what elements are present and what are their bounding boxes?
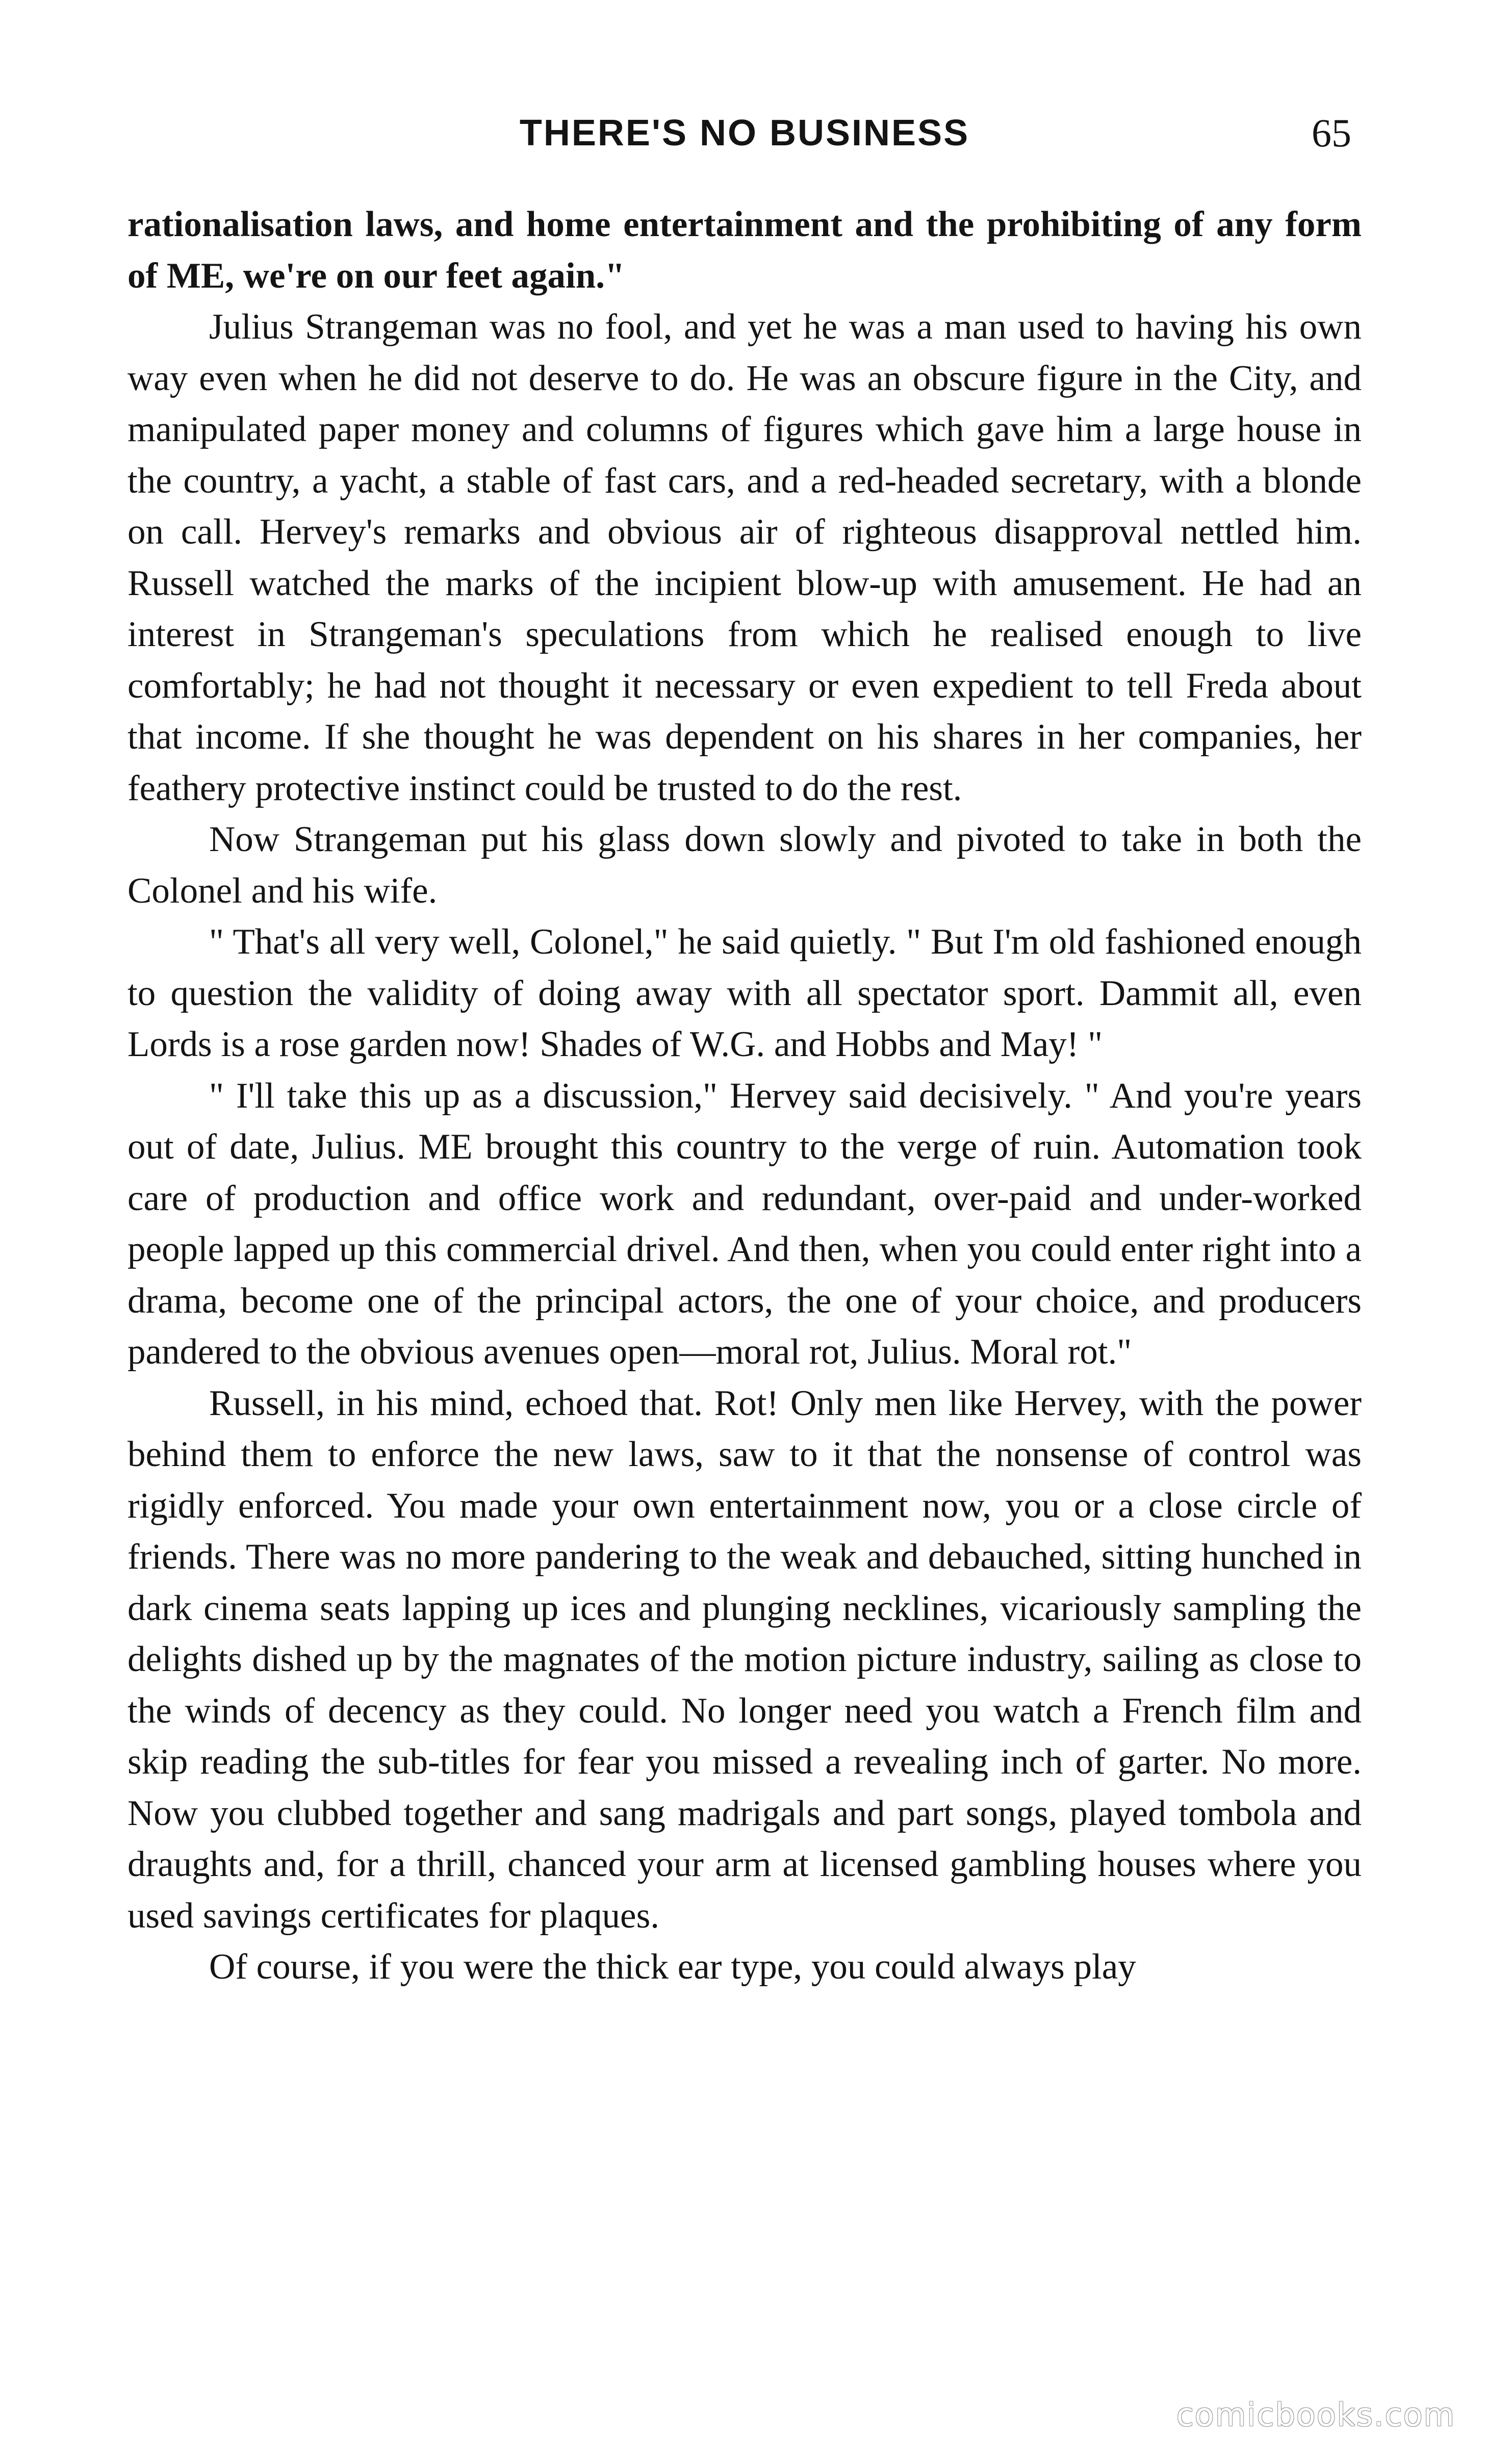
paragraph-1: rationalisation laws, and home entertainment and the prohibiting of any form of ME, we're on our feet again." [127,204,1362,296]
running-title: THERE'S NO BUSINESS [519,113,970,153]
paragraph-7: Of course, if you were the thick ear type, you could always play [209,1947,1136,1987]
paragraph-2: Julius Strangeman was no fool, and yet he was a man used to having his own way even when he did not deserve to do. He was an obscure figure in the City, and manipulated paper money and columns of figures which gave him a large house in the country, a yacht, a stable of fast cars, and a red-headed secretary, with a blonde on call. Hervey's remarks and obvious air of righteous disapproval nettled him. Russell watched the marks of the incipient blow-up with amusement. He had an interest in Strangeman's speculations from which he realised enough to live comfortably; he had not thought it necessary or even expedient to tell Freda about that income. If she thought he was dependent on his shares in her companies, her feathery protective instinct could be trusted to do the rest. [127,307,1362,808]
paragraph-4: " That's all very well, Colonel," he said quietly. " But I'm old fashioned enough to question the validity of doing away with all spectator sport. Dammit all, even Lords is a rose garden now! Shades of W.G. and Hobbs and May! " [127,922,1362,1064]
paragraph-5: " I'll take this up as a discussion," Hervey said decisively. " And you're years out of date, Julius. ME brought this country to the verge of ruin. Automation took care of production and office work and redundant, over-paid and under-worked people lapped up this commercial drivel. And then, when you could enter right into a drama, become one of the principal actors, the one of your choice, and producers pandered to the obvious avenues open—moral rot, Julius. Moral rot." [127,1075,1362,1372]
watermark: comicbooks.com [1176,2396,1455,2433]
paragraph-6: Russell, in his mind, echoed that. Rot! Only men like Hervey, with the power behind them to enforce the new laws, saw to it that the nonsense of control was rigidly enforced. You made your own entertainment now, you or a close circle of friends. There was no more pandering to the weak and debauched, sitting hunched in dark cinema seats lapping up ices and plunging necklines, vicariously sampling the delights dished up by the magnates of the motion picture industry, sailing as close to the winds of decency as they could. No longer need you watch a French film and skip reading the sub-titles for fear you missed a revealing inch of garter. No more. Now you clubbed together and sang madrigals and part songs, played tombola and draughts and, for a thrill, chanced your arm at licensed gambling houses where you used savings certificates for plaques. [127,1383,1362,1936]
paragraph-3: Now Strangeman put his glass down slowly and pivoted to take in both the Colonel and his wife. [127,819,1362,911]
page-header [127,107,1362,163]
page-number: 65 [1312,111,1351,155]
body-text [127,199,1362,1993]
